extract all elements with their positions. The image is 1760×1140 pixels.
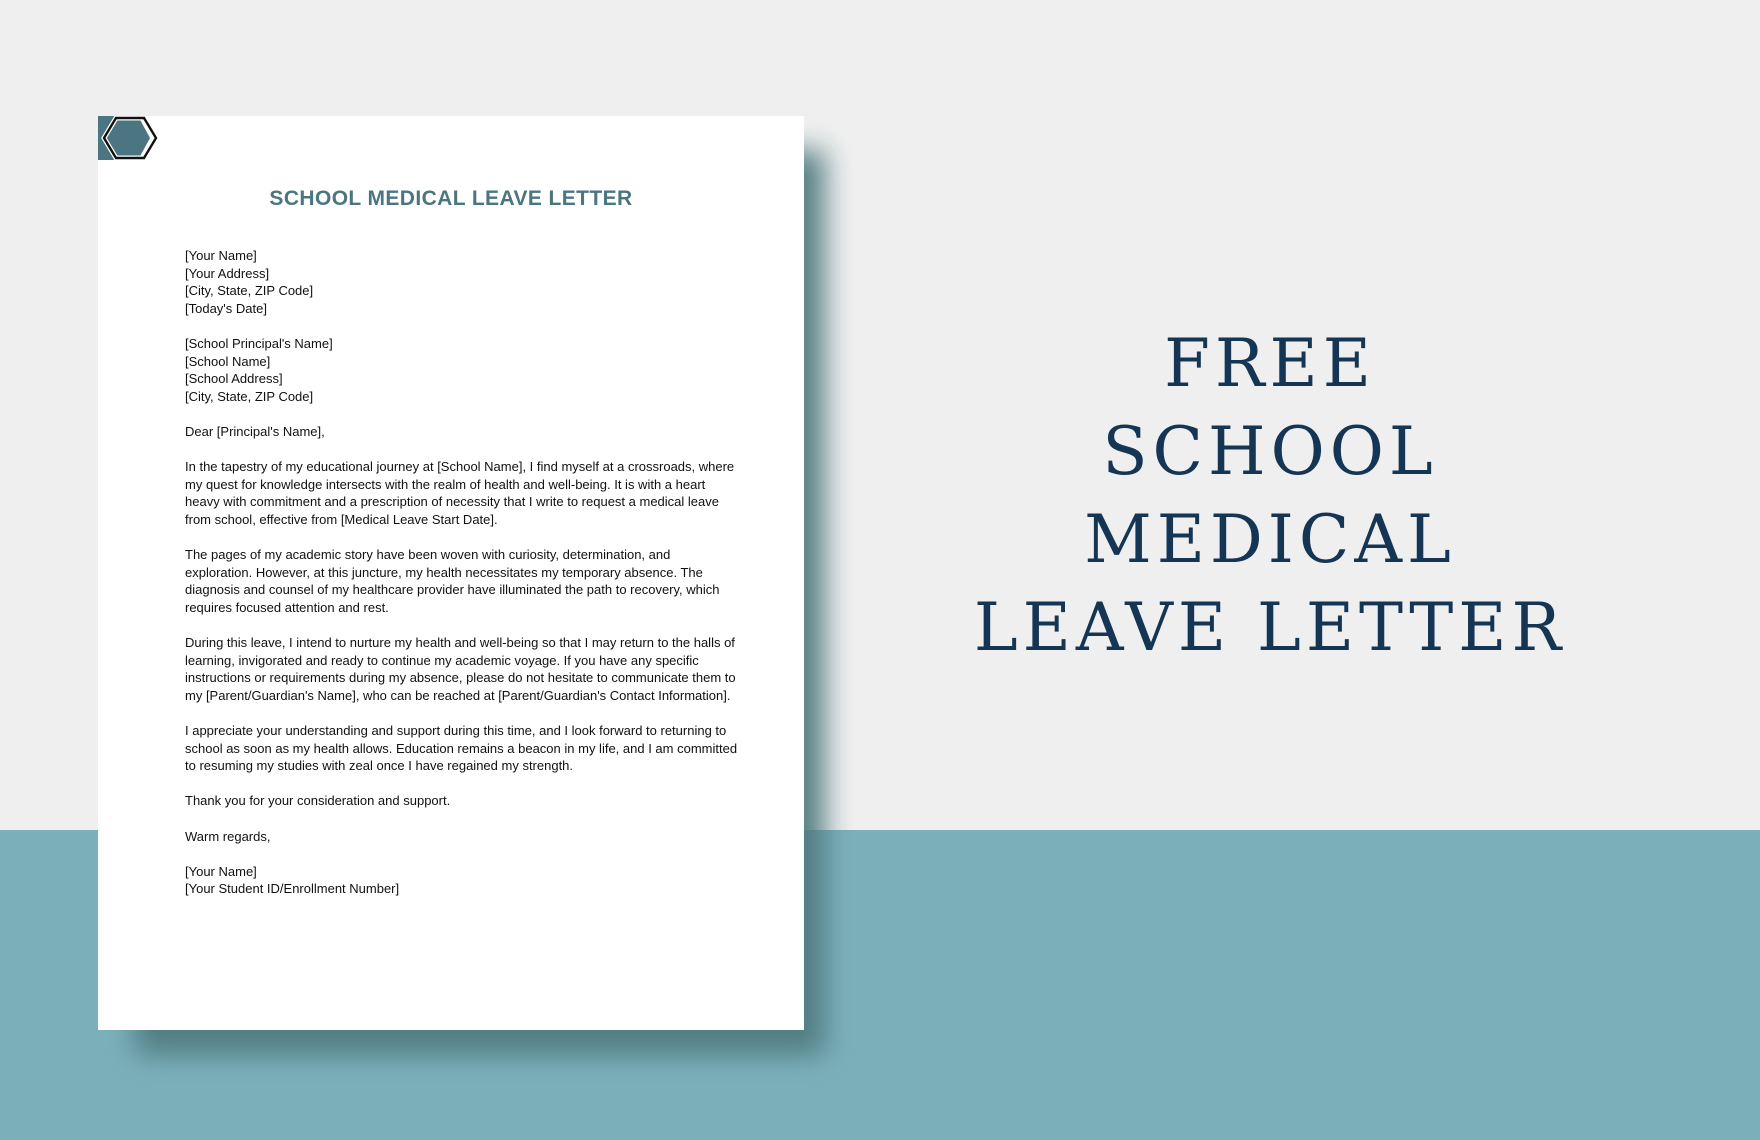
hero-line: MEDICAL	[1084, 501, 1456, 578]
sender-block	[185, 247, 740, 317]
recipient-address: [School Address]	[185, 371, 283, 387]
salutation: Dear [Principal's Name],	[185, 423, 325, 439]
letter-paragraph: The pages of my academic story have been woven with curiosity, determination, and exploration. However, at this juncture, my health necessitates my temporary absence. The diagnosis and counsel of my healthcare provider have illuminated the path to recovery, which requires focused attention and rest.	[185, 547, 720, 615]
letter-paragraph: I appreciate your understanding and support during this time, and I look forward to returning to school as soon as my health allows. Education remains a beacon in my life, and I am committed to resuming my studies with zeal once I have regained my strength.	[185, 723, 738, 774]
hero-line: FREE	[1164, 325, 1376, 402]
closing: Warm regards,	[185, 828, 271, 844]
sender-address: [Your Address]	[185, 265, 270, 281]
sender-city: [City, State, ZIP Code]	[185, 283, 314, 299]
hero-heading	[960, 320, 1580, 672]
recipient-block	[185, 335, 740, 405]
letter-body	[185, 247, 740, 916]
recipient-name: [School Principal's Name]	[185, 335, 333, 351]
signature-block	[185, 863, 740, 898]
signature-name: [Your Name]	[185, 863, 257, 879]
hero-line: LEAVE LETTER	[973, 589, 1567, 666]
letter-paragraph: In the tapestry of my educational journey at [School Name], I find myself at a crossroads, where my quest for knowledge intersects with the realm of health and well-being. It is with a heart heavy with commitment and a prescription of necessity that I write to request a medical leave from school, effective from [Medical Leave Start Date].	[185, 459, 735, 527]
letter-paragraph: Thank you for your consideration and support.	[185, 793, 451, 809]
sender-name: [Your Name]	[185, 248, 257, 263]
hero-line: SCHOOL	[1102, 413, 1438, 490]
recipient-school: [School Name]	[185, 353, 271, 369]
letter-date: [Today's Date]	[185, 300, 267, 316]
letter-paragraph: During this leave, I intend to nurture my health and well-being so that I may return to the halls of learning, invigorated and ready to continue my academic voyage. If you have any specific instructions or requirements during my absence, please do not hesitate to communicate them to my [Parent/Guardian's Name], who can be reached at [Parent/Guardian's Contact Information].	[185, 635, 736, 703]
document-title: SCHOOL MEDICAL LEAVE LETTER	[269, 187, 633, 210]
signature-student-id: [Your Student ID/Enrollment Number]	[185, 881, 400, 897]
recipient-city: [City, State, ZIP Code]	[185, 388, 314, 404]
hexagon-logo-icon	[98, 116, 164, 162]
